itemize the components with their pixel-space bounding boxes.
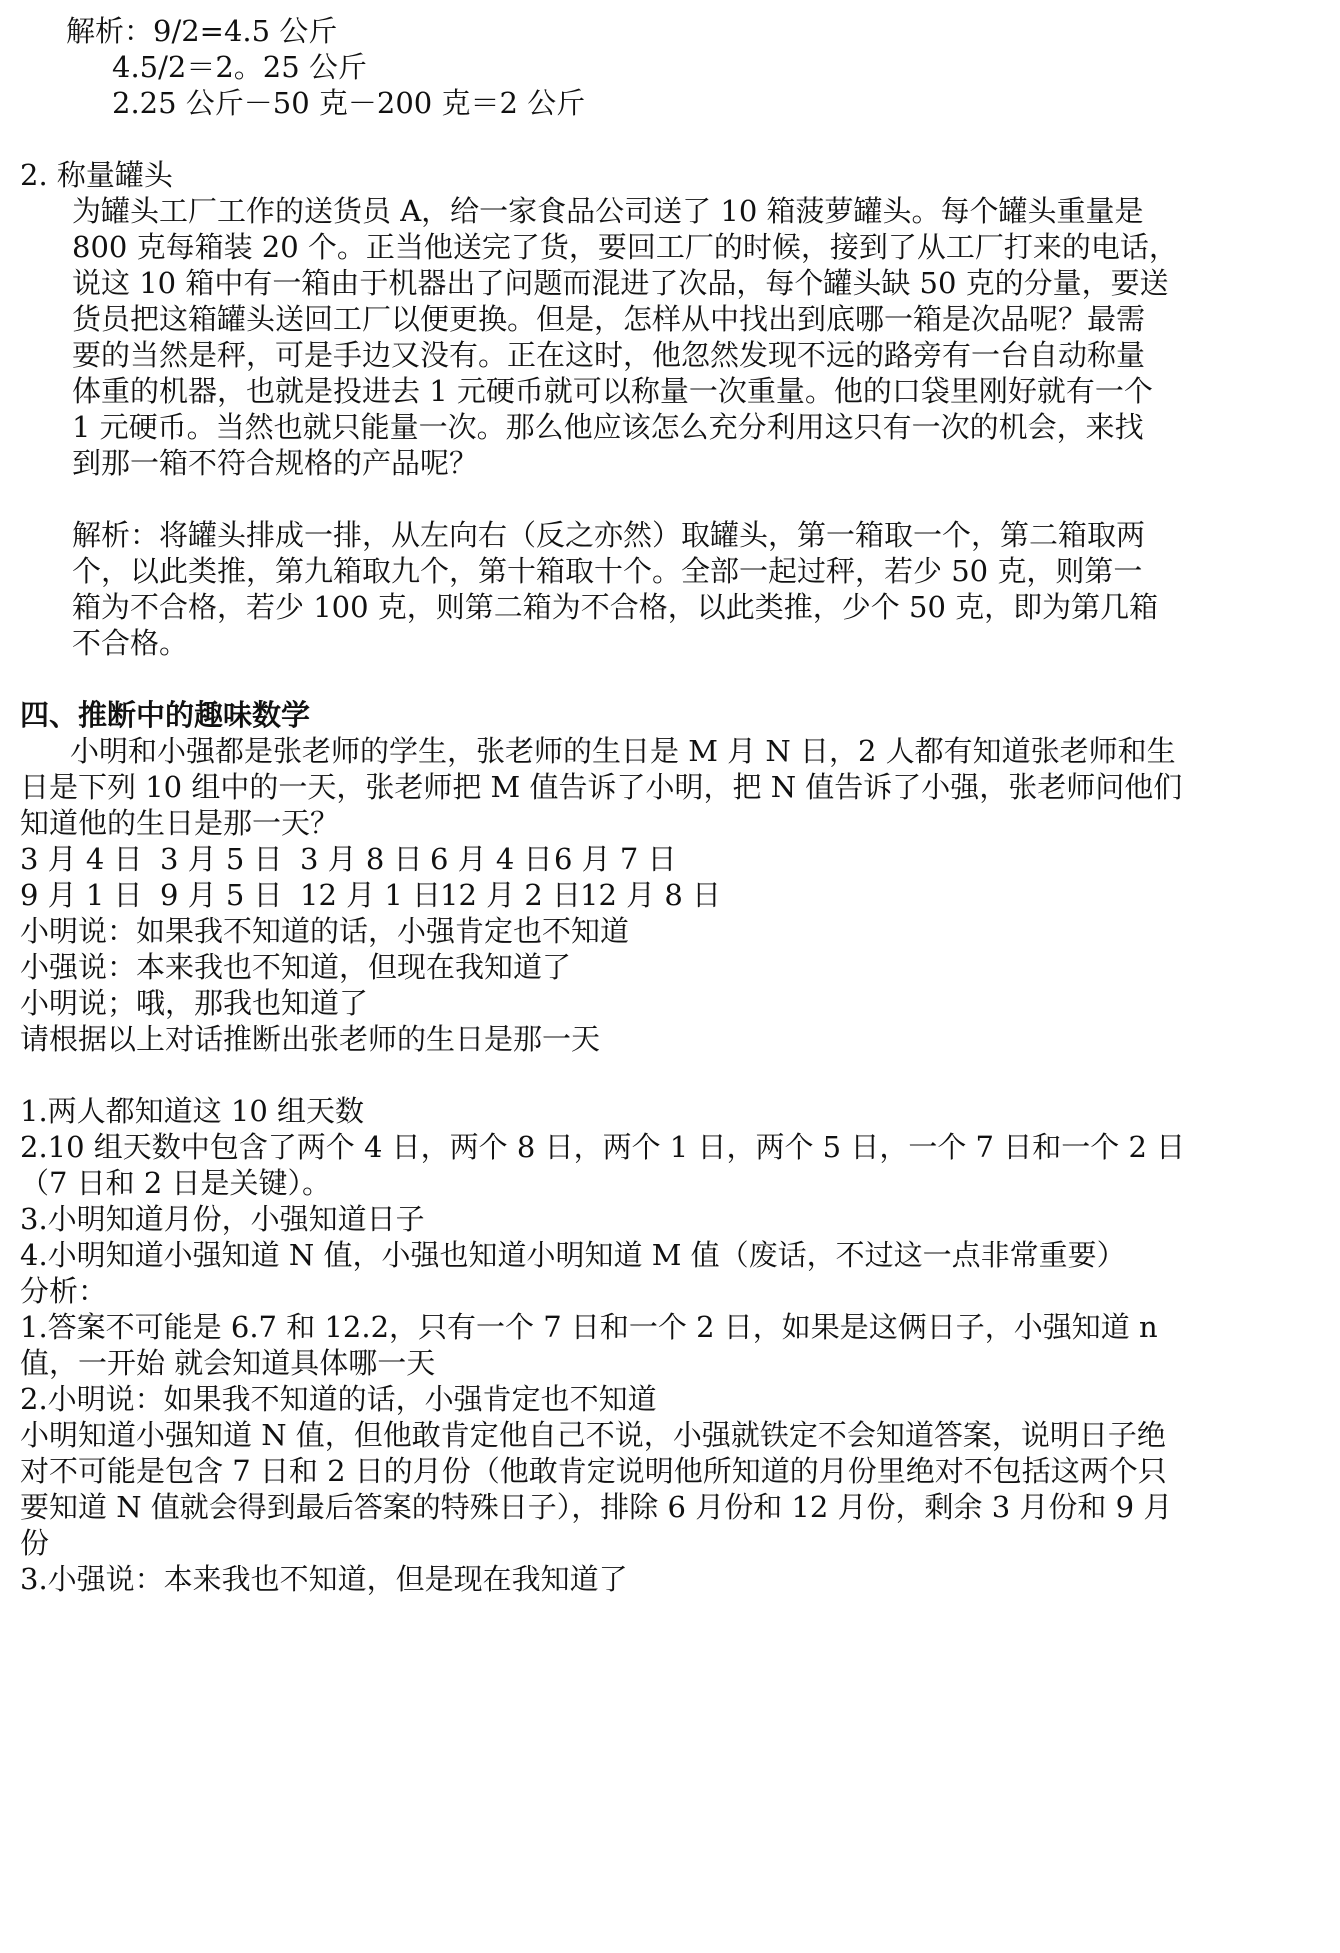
solution-text: 个，以此类推，第九箱取九个，第十箱取十个。全部一起过秤，若少 50 克，则第一	[72, 554, 1143, 588]
analysis-line: 对不可能是包含 7 日和 2 日的月份（他敢肯定说明他所知道的月份里绝对不包括这两个只	[20, 1454, 1167, 1488]
problem-text: 1 元硬币。当然也就只能量一次。那么他应该怎么充分利用这只有一次的机会，来找	[72, 410, 1144, 444]
problem-text: 说这 10 箱中有一箱由于机器出了问题而混进了次品，每个罐头缺 50 克的分量，要送	[72, 266, 1169, 300]
solution-line: 4.5/2＝2。25 公斤	[112, 50, 367, 84]
solution-text: 不合格。	[72, 626, 189, 660]
analysis-line: 2.小明说：如果我不知道的话，小强肯定也不知道	[20, 1382, 657, 1416]
date-option: 3 月 8 日	[300, 842, 423, 876]
fact-line: （7 日和 2 日是关键）。	[20, 1166, 332, 1200]
problem-text: 800 克每箱装 20 个。正当他送完了货，要回工厂的时候，接到了从工厂打来的电话，	[72, 230, 1178, 264]
date-option: 9 月 5 日	[160, 878, 283, 912]
analysis-line: 要知道 N 值就会得到最后答案的特殊日子），排除 6 月份和 12 月份，剩余 3 月份和 9 月	[20, 1490, 1173, 1524]
problem-text: 为罐头工厂工作的送货员 A，给一家食品公司送了 10 箱菠萝罐头。每个罐头重量是	[72, 194, 1144, 228]
fact-line: 1.两人都知道这 10 组天数	[20, 1094, 365, 1128]
dialogue-line: 小明说；哦，那我也知道了	[20, 986, 369, 1020]
analysis-line: 1.答案不可能是 6.7 和 12.2，只有一个 7 日和一个 2 日，如果是这俩日子，小强知道 n	[20, 1310, 1158, 1344]
problem-text: 要的当然是秤，可是手边又没有。正在这时，他忽然发现不远的路旁有一台自动称量	[72, 338, 1146, 372]
analysis-line: 值，一开始 就会知道具体哪一天	[20, 1346, 436, 1380]
solution-line: 解析：9/2=4.5 公斤	[66, 14, 338, 48]
date-option: 6 月 7 日	[554, 842, 677, 876]
date-option: 6 月 4 日	[430, 842, 553, 876]
intro-text: 知道他的生日是那一天？	[20, 806, 340, 840]
intro-text: 小明和小强都是张老师的学生，张老师的生日是 M 月 N 日，2 人都有知道张老师和生	[70, 734, 1176, 768]
intro-text: 日是下列 10 组中的一天，张老师把 M 值告诉了小明，把 N 值告诉了小强，张老师问他们	[20, 770, 1183, 804]
section-heading: 四、推断中的趣味数学	[20, 698, 311, 732]
problem-text: 到那一箱不符合规格的产品呢？	[72, 446, 479, 480]
fact-line: 2.10 组天数中包含了两个 4 日，两个 8 日，两个 1 日，两个 5 日，一个 7 日和一个 2 日	[20, 1130, 1186, 1164]
date-option: 3 月 4 日	[20, 842, 143, 876]
problem-text: 体重的机器，也就是投进去 1 元硬币就可以称量一次重量。他的口袋里刚好就有一个	[72, 374, 1153, 408]
dialogue-line: 小明说：如果我不知道的话，小强肯定也不知道	[20, 914, 630, 948]
fact-line: 4.小明知道小强知道 N 值，小强也知道小明知道 M 值（废话，不过这一点非常重要）	[20, 1238, 1126, 1272]
date-option: 3 月 5 日	[160, 842, 283, 876]
fact-line: 3.小明知道月份，小强知道日子	[20, 1202, 425, 1236]
solution-text: 箱为不合格，若少 100 克，则第二箱为不合格，以此类推，少个 50 克，即为第几箱	[72, 590, 1159, 624]
solution-line: 2.25 公斤－50 克－200 克＝2 公斤	[112, 86, 586, 120]
date-option: 12 月 8 日	[580, 878, 722, 912]
analysis-line: 小明知道小强知道 N 值，但他敢肯定他自己不说，小强就铁定不会知道答案，说明日子绝	[20, 1418, 1166, 1452]
problem-text: 货员把这箱罐头送回工厂以便更换。但是，怎样从中找出到底哪一箱是次品呢？最需	[72, 302, 1146, 336]
analysis-label: 分析：	[20, 1274, 108, 1308]
problem-heading: 2. 称量罐头	[20, 158, 173, 192]
date-option: 12 月 1 日	[300, 878, 442, 912]
date-option: 9 月 1 日	[20, 878, 143, 912]
solution-text: 解析：将罐头排成一排，从左向右（反之亦然）取罐头，第一箱取一个，第二箱取两	[72, 518, 1146, 552]
analysis-line: 3.小强说：本来我也不知道，但是现在我知道了	[20, 1562, 628, 1596]
analysis-line: 份	[20, 1526, 50, 1560]
date-option: 12 月 2 日	[440, 878, 582, 912]
dialogue-line: 小强说：本来我也不知道，但现在我知道了	[20, 950, 572, 984]
question-line: 请根据以上对话推断出张老师的生日是那一天	[20, 1022, 601, 1056]
